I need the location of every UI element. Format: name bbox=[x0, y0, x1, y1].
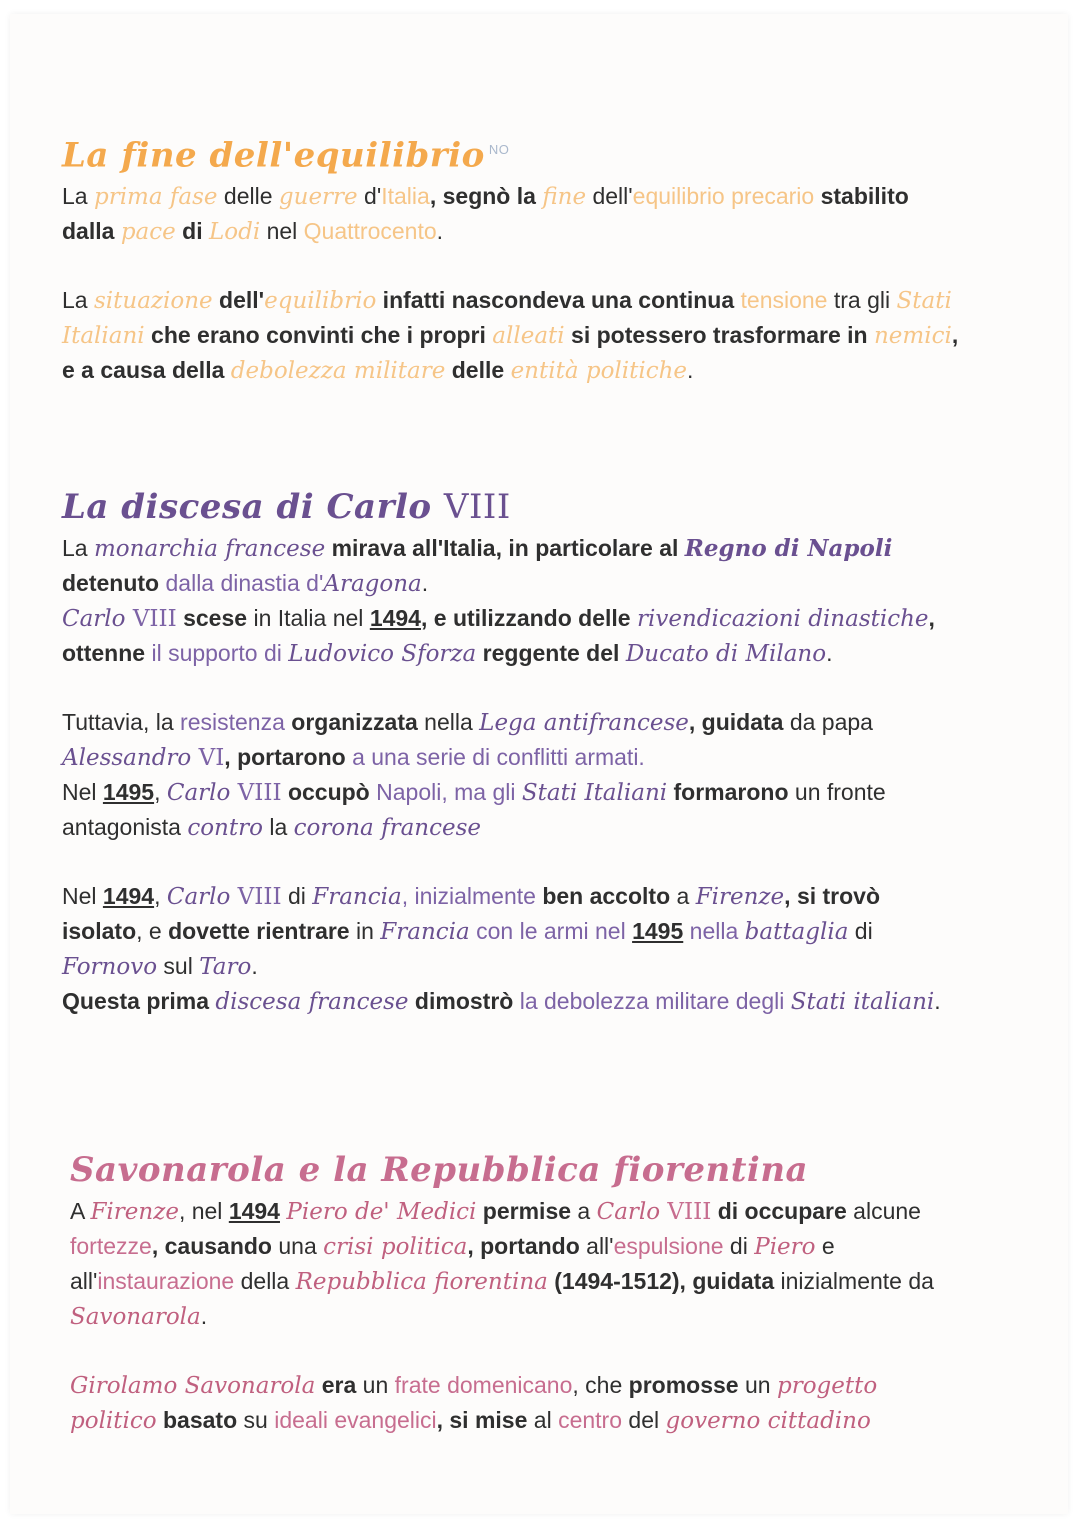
paragraph: La monarchia francese mirava all'Italia, in particolare al Regno di Napoli detenuto dalla dinastia d'Aragona. Carlo VIII scese in Italia nel 1494, e utilizzando delle rivendicazioni dinastiche, ottenne il supporto di Ludovico Sforza reggente del Ducato di Milano. bbox=[62, 535, 935, 667]
title-numeral: VIII bbox=[443, 487, 511, 527]
section-discesa-carlo bbox=[62, 487, 962, 1019]
paragraph: Girolamo Savonarola era un frate domenicano, che promosse un progetto politico basato su ideali evangelici, si mise al centro del governo cittadino bbox=[70, 1372, 878, 1434]
paragraph: Nel 1494, Carlo VIII di Francia, inizialmente ben accolto a Firenze, si trovò isolato, e dovette rientrare in Francia con le armi nel 1495 nella battaglia di Fornovo sul Taro. Questa prima discesa francese dimostrò la debolezza militare degli Stati italiani. bbox=[62, 883, 941, 1015]
paragraph: La prima fase delle guerre d'Italia, segnò la fine dell'equilibrio precario stabilito dalla pace di Lodi nel Quattrocento. bbox=[62, 183, 909, 246]
section-title bbox=[62, 130, 962, 175]
title-annotation: NO bbox=[488, 142, 510, 157]
section-title bbox=[62, 487, 962, 527]
title-text: La discesa di Carlo bbox=[62, 487, 444, 527]
title-text: Savonarola e la Repubblica fiorentina bbox=[70, 1150, 809, 1190]
section-title bbox=[70, 1150, 970, 1190]
section-savonarola bbox=[70, 1150, 970, 1438]
paragraph: La situazione dell'equilibrio infatti nascondeva una continua tensione tra gli Stati Italiani che erano convinti che i propri alleati si potessero trasformare in nemici, e a causa della debolezza militare delle entità politiche. bbox=[62, 287, 959, 385]
paragraph: A Firenze, nel 1494 Piero de' Medici permise a Carlo VIII di occupare alcune fortezze, causando una crisi politica, portando all'espulsione di Piero e all'instaurazione della Repubblica fiorentina (1494-1512), guidata inizialmente da Savonarola. bbox=[70, 1198, 934, 1330]
title-text: La fine dell'equilibrio bbox=[62, 135, 485, 176]
section-fine-equilibrio bbox=[62, 130, 962, 388]
paragraph: Tuttavia, la resistenza organizzata nella Lega antifrancese, guidata da papa Alessandro VI, portarono a una serie di conflitti armati. Nel 1495, Carlo VIII occupò Napoli, ma gli Stati Italiani formarono un fronte antagonista contro la corona francese bbox=[62, 709, 886, 841]
